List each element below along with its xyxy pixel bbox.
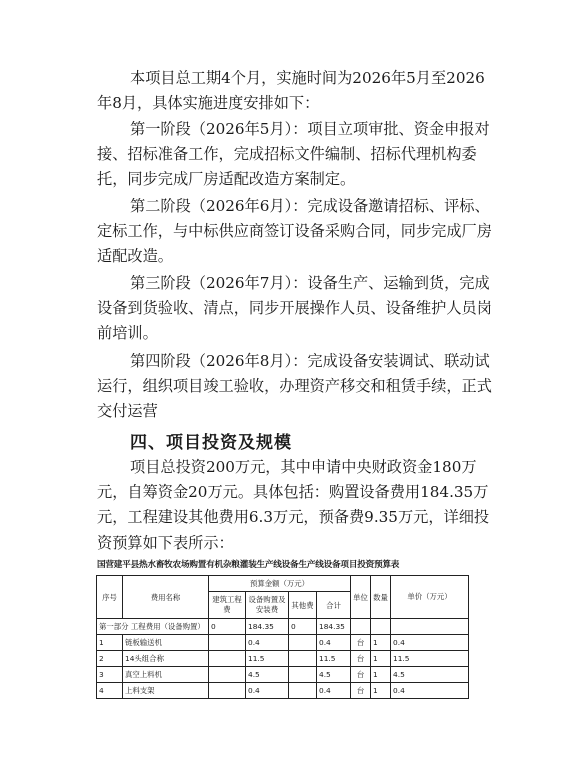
header-total: 合计 <box>317 592 351 619</box>
row-unit: 台 <box>351 635 371 651</box>
paragraph-phase-three: 第三阶段（2026年7月）：设备生产、运输到货，完成设备到货验收、清点，同步开展操作人员、设备维护人员岗前培训。 <box>97 274 492 343</box>
row-no: 4 <box>97 683 123 699</box>
row-equipment: 0.4 <box>246 683 289 699</box>
header-construction: 建筑工程费 <box>209 592 246 619</box>
row-other <box>289 635 317 651</box>
row-qty: 1 <box>371 651 391 667</box>
row-price: 4.5 <box>391 667 469 683</box>
table-row <box>97 651 469 667</box>
table-section-row <box>97 619 469 635</box>
header-unit: 单位 <box>351 576 371 619</box>
row-equipment: 4.5 <box>246 667 289 683</box>
header-name: 费用名称 <box>123 576 209 619</box>
header-equipment: 设备购置及安装费 <box>246 592 289 619</box>
row-price: 0.4 <box>391 683 469 699</box>
row-equipment: 0.4 <box>246 635 289 651</box>
row-qty: 1 <box>371 635 391 651</box>
section-total: 184.35 <box>317 619 351 635</box>
header-budget-group: 预算金额（万元） <box>209 576 351 592</box>
row-name: 真空上料机 <box>123 667 209 683</box>
table-header-row <box>97 576 469 592</box>
paragraph-phase-two: 第二阶段（2026年6月）：完成设备邀请招标、评标、定标工作，与中标供应商签订设备采购合同，同步完成厂房适配改造。 <box>97 197 492 266</box>
paragraph-phase-four: 第四阶段（2026年8月）：完成设备安装调试、联动试运行，组织项目竣工验收，办理资产移交和租赁手续，正式交付运营 <box>97 352 492 421</box>
budget-table <box>96 575 469 699</box>
table-row <box>97 683 469 699</box>
header-other: 其他费 <box>289 592 317 619</box>
row-equipment: 11.5 <box>246 651 289 667</box>
table-row <box>97 667 469 683</box>
row-construction <box>209 667 246 683</box>
header-qty: 数量 <box>371 576 391 619</box>
table-title: 国营建平县热水畜牧农场购置有机杂粮灌装生产线设备生产线设备项目投资预算表 <box>97 560 400 570</box>
section-heading: 四、项目投资及规模 <box>130 433 292 453</box>
row-no: 1 <box>97 635 123 651</box>
section-construction: 0 <box>209 619 246 635</box>
row-unit: 台 <box>351 683 371 699</box>
row-no: 3 <box>97 667 123 683</box>
row-other <box>289 667 317 683</box>
section-price <box>391 619 469 635</box>
row-construction <box>209 635 246 651</box>
row-other <box>289 651 317 667</box>
row-construction <box>209 683 246 699</box>
row-total: 0.4 <box>317 635 351 651</box>
paragraph-investment: 项目总投资200万元，其中申请中央财政资金180万元，自筹资金20万元。具体包括：购置设备费用184.35万元，工程建设其他费用6.3万元，预备费9.35万元，详细投资预算如下表所示： <box>97 458 490 552</box>
paragraph-schedule-intro: 本项目总工期4个月，实施时间为2026年5月至2026年8月，具体实施进度安排如下： <box>97 69 485 113</box>
row-name: 链板输送机 <box>123 635 209 651</box>
row-price: 11.5 <box>391 651 469 667</box>
row-qty: 1 <box>371 683 391 699</box>
section-equipment: 184.35 <box>246 619 289 635</box>
row-total: 4.5 <box>317 667 351 683</box>
table-row <box>97 635 469 651</box>
row-total: 11.5 <box>317 651 351 667</box>
section-qty <box>371 619 391 635</box>
row-unit: 台 <box>351 667 371 683</box>
row-total: 0.4 <box>317 683 351 699</box>
header-no: 序号 <box>97 576 123 619</box>
row-unit: 台 <box>351 651 371 667</box>
row-qty: 1 <box>371 667 391 683</box>
row-other <box>289 683 317 699</box>
row-construction <box>209 651 246 667</box>
paragraph-phase-one: 第一阶段（2026年5月）：项目立项审批、资金申报对接、招标准备工作，完成招标文件编制、招标代理机构委托，同步完成厂房适配改造方案制定。 <box>97 120 490 189</box>
section-unit <box>351 619 371 635</box>
row-name: 14头组合称 <box>123 651 209 667</box>
header-price: 单价（万元） <box>391 576 469 619</box>
row-name: 上料支架 <box>123 683 209 699</box>
row-no: 2 <box>97 651 123 667</box>
section-other: 0 <box>289 619 317 635</box>
row-price: 0.4 <box>391 635 469 651</box>
section-label: 第一部分 工程费用（设备购置） <box>97 619 209 635</box>
